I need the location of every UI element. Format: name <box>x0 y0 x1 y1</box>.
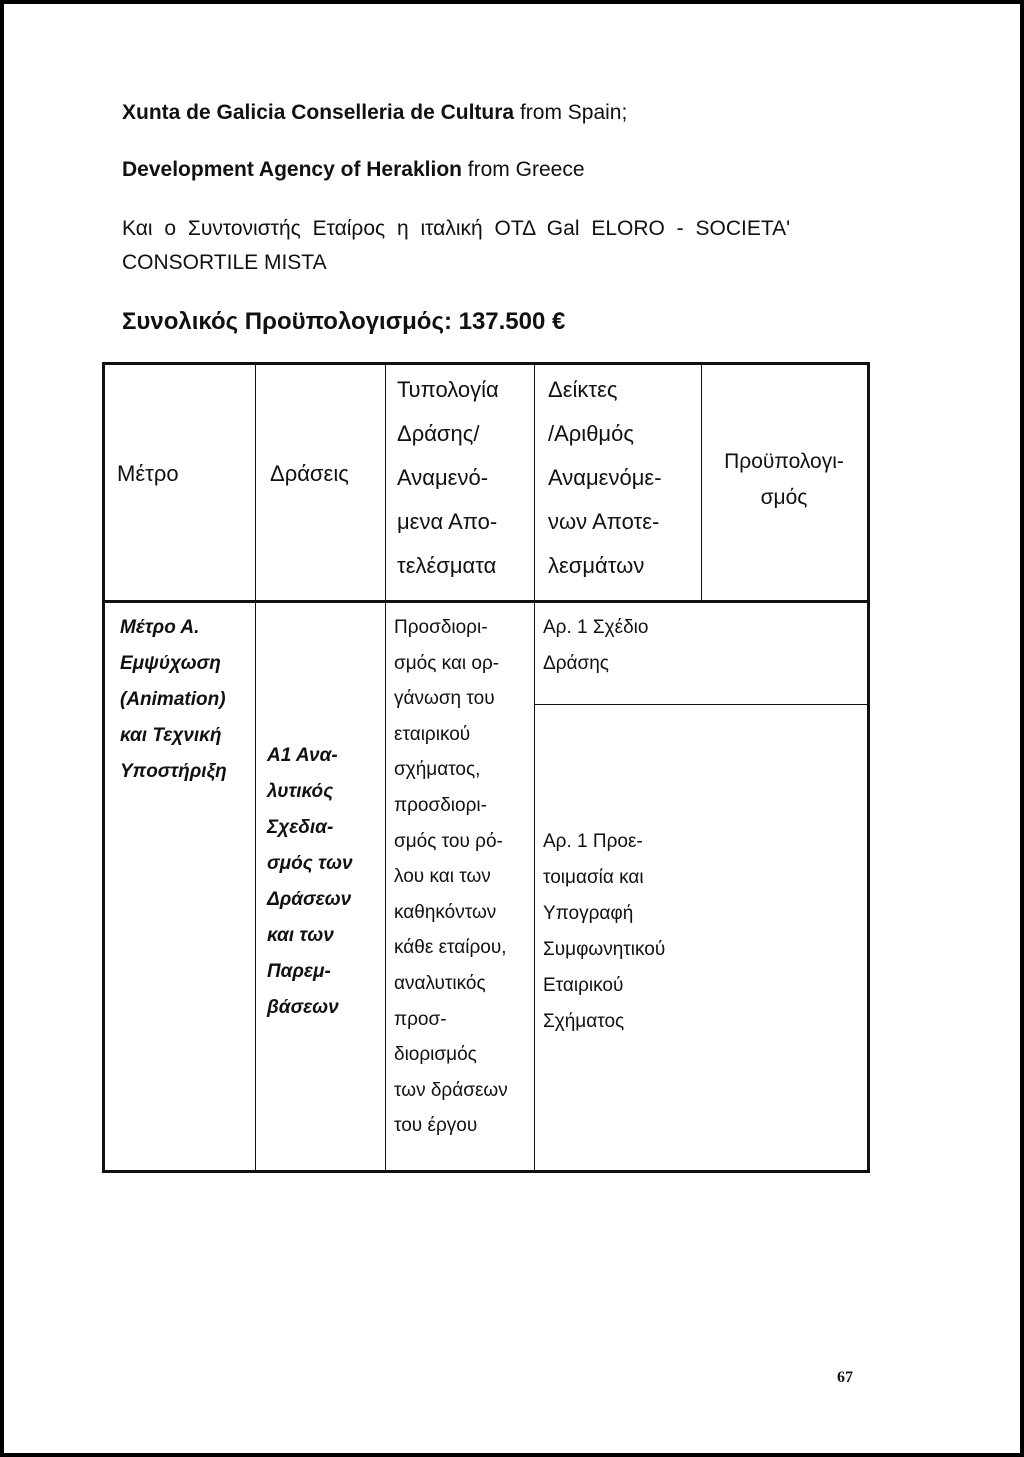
header-metro: Μέτρο <box>117 461 179 486</box>
table-border-left <box>102 362 105 1173</box>
indicator-divider <box>534 704 870 705</box>
cell-deiktis-1: Αρ. 1 Σχέδιο Δράσης <box>543 617 649 674</box>
col-divider-4 <box>701 362 702 602</box>
page-number: 67 <box>837 1369 853 1386</box>
table-header-divider <box>102 600 870 603</box>
col-divider-2 <box>385 362 386 1173</box>
document-page <box>4 4 1020 1453</box>
cell-metro: Μέτρο Α. Εμψύχωση (Animation) και Τεχνική Υποστήριξη <box>120 617 227 782</box>
table-border-right <box>867 362 870 1173</box>
table-border-top <box>102 362 870 365</box>
header-draseis: Δράσεις <box>270 461 349 486</box>
total-budget: Συνολικός Προϋπολογισμός: 137.500 € <box>122 308 566 335</box>
cell-drasi: Α1 Ανα- λυτικός Σχεδια- σμός των Δράσεων και των Παρεμ- βάσεων <box>267 745 353 1018</box>
header-typologia: Τυπολογία Δράσης/ Αναμενό- μενα Απο- τελέσματα <box>397 377 499 578</box>
col-divider-1 <box>255 362 256 1173</box>
coordinator-line: Και ο Συντονιστής Εταίρος η ιταλική ΟΤΔ Gal ELORO - SOCIETA' <box>122 217 791 240</box>
cell-typologia: Προσδιορι- σμός και ορ- γάνωση του εταιρικού σχήματος, προσδιορι- σμός του ρό- λου και των καθηκόντων κάθε εταίρου, αναλυτικός προσ- διορισμός των δράσεων του έργου <box>394 617 508 1137</box>
partner-line-spain: Xunta de Galicia Conselleria de Cultura from Spain; <box>122 101 628 124</box>
header-deiktes: Δείκτες /Αριθμός Αναμενόμε- νων Αποτε- λεσμάτων <box>548 377 662 578</box>
coordinator-line-cont: CONSORTILE MISTA <box>122 251 327 274</box>
table-border-bottom <box>102 1170 870 1173</box>
header-proypologismos: Προϋπολογι- σμός <box>724 450 844 509</box>
partner-line-greece: Development Agency of Heraklion from Greece <box>122 158 585 181</box>
col-divider-3 <box>534 362 535 1173</box>
cell-deiktis-2: Αρ. 1 Προε- τοιμασία και Υπογραφή Συμφωνητικού Εταιρικού Σχήματος <box>543 831 666 1032</box>
